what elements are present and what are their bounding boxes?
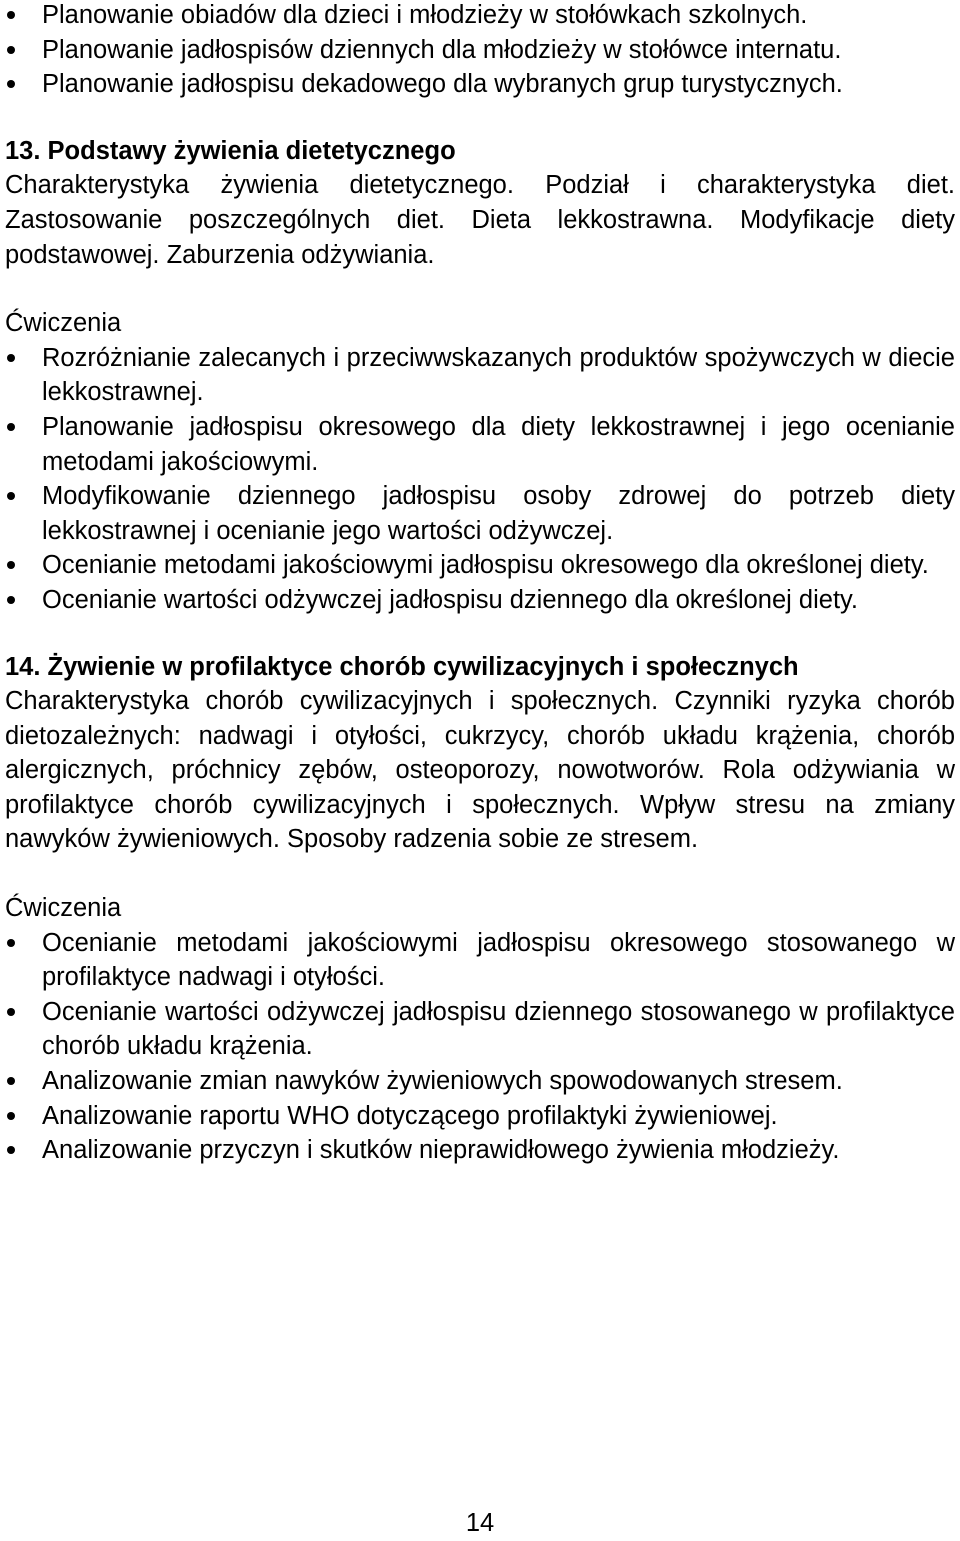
section-14-exercises-label: Ćwiczenia: [5, 894, 122, 923]
section-13-exercises-label: Ćwiczenia: [5, 309, 122, 338]
list-item: Planowanie jadłospisu dekadowego dla wybranych grup turystycznych.: [0, 67, 960, 102]
list-item: Analizowanie zmian nawyków żywieniowych spowodowanych stresem.: [0, 1064, 960, 1099]
section-14-exercises: [0, 926, 960, 1168]
list-item: Planowanie jadłospisów dziennych dla młodzieży w stołówce internatu.: [0, 33, 960, 68]
intro-list: [0, 0, 960, 102]
list-item: Planowanie obiadów dla dzieci i młodzieży w stołówkach szkolnych.: [0, 0, 960, 33]
list-item: Analizowanie przyczyn i skutków nieprawidłowego żywienia młodzieży.: [0, 1133, 960, 1168]
section-13-paragraph: Charakterystyka żywienia dietetycznego. Podział i charakterystyka diet. Zastosowanie poszczególnych diet. Dieta lekkostrawna. Modyfikacje diety podstawowej. Zaburzenia odżywiania.: [5, 171, 955, 269]
list-item: Planowanie jadłospisu okresowego dla diety lekkostrawnej i jego ocenianie metodami jakościowymi.: [0, 410, 960, 479]
section-13-exercises: [0, 341, 960, 618]
section-14-heading: 14. Żywienie w profilaktyce chorób cywilizacyjnych i społecznych: [5, 652, 799, 681]
list-item: Rozróżnianie zalecanych i przeciwwskazanych produktów spożywczych w diecie lekkostrawnej.: [0, 341, 960, 410]
list-item: Ocenianie metodami jakościowymi jadłospisu okresowego dla określonej diety.: [0, 548, 960, 583]
section-13-heading: 13. Podstawy żywienia dietetycznego: [5, 136, 456, 165]
list-item: Ocenianie metodami jakościowymi jadłospisu okresowego stosowanego w profilaktyce nadwagi i otyłości.: [0, 926, 960, 995]
section-14-paragraph: Charakterystyka chorób cywilizacyjnych i społecznych. Czynniki ryzyka chorób dietozależnych: nadwagi i otyłości, cukrzycy, chorób układu krążenia, chorób alergicznych, próchnicy zębów, osteoporozy, nowotworów. Rola odżywiania w profilaktyce chorób cywilizacyjnych i społecznych. Wpływ stresu na zmiany nawyków żywieniowych. Sposoby radzenia sobie ze stresem.: [5, 687, 955, 854]
list-item: Modyfikowanie dziennego jadłospisu osoby zdrowej do potrzeb diety lekkostrawnej i ocenianie jego wartości odżywczej.: [0, 479, 960, 548]
list-item: Ocenianie wartości odżywczej jadłospisu dziennego stosowanego w profilaktyce chorób układu krążenia.: [0, 995, 960, 1064]
list-item: Ocenianie wartości odżywczej jadłospisu dziennego dla określonej diety.: [0, 583, 960, 618]
list-item: Analizowanie raportu WHO dotyczącego profilaktyki żywieniowej.: [0, 1099, 960, 1134]
page-number: 14: [465, 1509, 495, 1537]
